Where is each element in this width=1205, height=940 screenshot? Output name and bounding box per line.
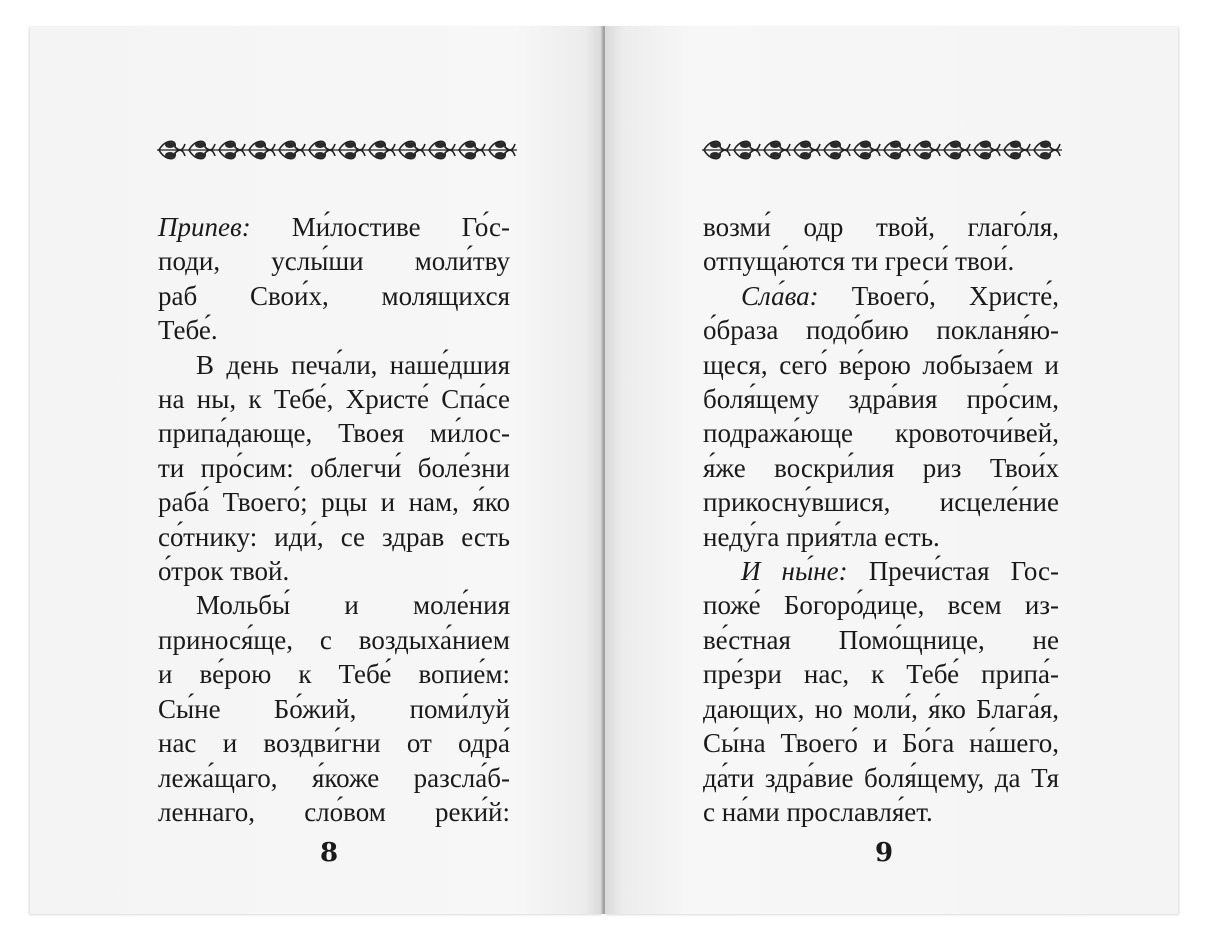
text-line [158, 382, 510, 416]
line-text: лежа́щаго, я́коже разсла́б- [158, 762, 510, 793]
line-text: о́браза подо́бию покланя́ю- [703, 315, 1059, 346]
line-text: да́ти здра́вие боля́щему, да Тя [703, 762, 1059, 793]
line-text: отпуща́ются ти греси́ твои́. [703, 246, 1015, 277]
text-line [158, 623, 510, 657]
text-line [158, 279, 510, 313]
rubric-label: Сла́ва: [741, 280, 819, 311]
text-line [158, 210, 510, 244]
text-line [703, 382, 1059, 416]
line-text: леннаго, сло́вом реки́й: [158, 796, 510, 827]
text-line [703, 451, 1059, 485]
line-text: на ны, к Тебе́, Христе́ Спа́се [158, 384, 510, 415]
text-line [158, 726, 510, 760]
text-line [158, 348, 510, 382]
text-line [703, 623, 1059, 657]
text-line [703, 244, 1059, 278]
line-text: и ве́рою к Тебе́ вопие́м: [158, 659, 510, 690]
line-text: принося́ще, с воздыха́нием [158, 624, 510, 655]
line-text: раб Свои́х, молящихся [158, 280, 510, 311]
text-line [703, 692, 1059, 726]
line-text: припа́дающе, Твоея ми́лос- [158, 418, 510, 449]
line-text: щеся, сего́ ве́рою лобыза́ем и [703, 349, 1059, 380]
text-line [703, 761, 1059, 795]
line-text: нас и воздви́гни от одра́ [158, 728, 510, 759]
ornament-border-top [702, 138, 1062, 162]
text-line [158, 761, 510, 795]
line-text: Мольбы́ и моле́ния [196, 590, 510, 621]
line-text: В день печа́ли, наше́дшия [196, 349, 510, 380]
line-text: поже́ Богоро́дице, всем из- [703, 590, 1059, 621]
text-line [703, 313, 1059, 347]
page-number: 9 [875, 838, 894, 868]
text-line [158, 554, 510, 588]
line-text: Пречи́стая Гос- [847, 556, 1059, 587]
text-line [158, 520, 510, 554]
text-line [703, 795, 1059, 829]
text-line [158, 451, 510, 485]
line-text: боля́щему здра́вия про́сим, [703, 384, 1059, 415]
left-page [30, 26, 603, 914]
text-line [703, 348, 1059, 382]
line-text: со́тнику: иди́, се здрав есть [158, 521, 510, 552]
text-line [703, 554, 1059, 588]
text-line [158, 485, 510, 519]
text-line [703, 726, 1059, 760]
page-number: 8 [320, 838, 339, 868]
line-text: Ми́лостиве Го́с- [250, 212, 510, 242]
right-page [605, 26, 1178, 914]
line-text: неду́га прия́тла есть. [703, 521, 940, 552]
text-line [703, 279, 1059, 313]
line-text: Сы́на Твоего́ и Бо́га на́шего, [703, 728, 1059, 759]
text-line [158, 244, 510, 278]
line-text: поди, услы́ши моли́тву [158, 246, 510, 277]
text-line [158, 795, 510, 829]
text-line [703, 416, 1059, 450]
line-text: подража́юще кровоточи́вей, [703, 418, 1059, 449]
text-line [703, 520, 1059, 554]
text-line [158, 313, 510, 347]
text-line [703, 485, 1059, 519]
line-text: раба́ Твоего́; рцы и нам, я́ко [158, 487, 510, 518]
line-text: о́трок твой. [158, 556, 290, 587]
text-line [703, 657, 1059, 691]
text-line [158, 588, 510, 622]
left-page-text [158, 210, 510, 829]
rubric-label: Припев: [158, 212, 251, 242]
book-spread [30, 26, 1178, 914]
ornament-border-top [157, 138, 517, 162]
right-page-text [703, 210, 1059, 829]
line-text: ве́стная Помо́щнице, не [703, 624, 1059, 655]
line-text: пре́зри нас, к Тебе́ припа́- [703, 659, 1059, 690]
rubric-label: И ны́не: [741, 556, 848, 587]
line-text: с на́ми прославля́ет. [703, 796, 933, 827]
line-text: Тебе́. [158, 315, 218, 346]
line-text: прикосну́вшися, исцеле́ние [703, 487, 1059, 518]
line-text: я́же воскри́лия риз Твои́х [703, 452, 1059, 483]
text-line [158, 657, 510, 691]
line-text: Твоего́, Христе́, [818, 280, 1059, 311]
line-text: ти про́сим: облегчи́ боле́зни [158, 452, 510, 483]
line-text: Сы́не Бо́жий, поми́луй [158, 693, 510, 724]
text-line [158, 416, 510, 450]
line-text: возми́ одр твой, глаго́ля, [703, 212, 1059, 242]
line-text: дающих, но моли́, я́ко Блага́я, [703, 693, 1059, 724]
text-line [703, 210, 1059, 244]
text-line [158, 692, 510, 726]
text-line [703, 588, 1059, 622]
